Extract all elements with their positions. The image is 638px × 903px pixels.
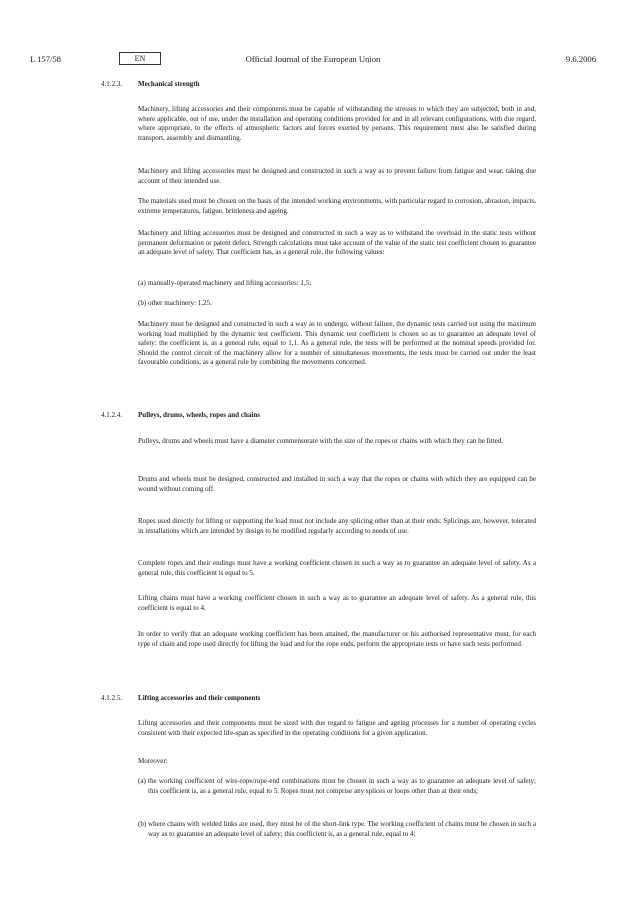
paragraph: The materials used must be chosen on the basis of the intended working environments, with particular regard to corrosion, abrasion, impacts, extreme temperatures, fatigue, brittleness and ageing. — [138, 197, 536, 215]
section-lifting-accessories — [101, 694, 536, 705]
section-title: Lifting accessories and their components — [138, 694, 261, 702]
list-item — [138, 820, 536, 839]
paragraph: Machinery, lifting accessories and their components must be capable of withstanding the stresses to which they are subjected, both in and, where applicable, out of use, under the installation and operating conditions provided for and in all relevant configurations, with due regard, where appropriate, to the effects of atmospheric factors and forces exerted by persons. This requirement must also be satisfied during transport, assembly and dismantling. — [138, 105, 536, 142]
section-title: Pulleys, drums, wheels, ropes and chains — [138, 411, 261, 419]
paragraph: Machinery and lifting accessories must be designed and constructed in such a way as to prevent failure from fatigue and wear, taking due account of their intended use. — [138, 167, 536, 185]
list-label: (a) — [138, 279, 146, 287]
paragraph: Machinery and lifting accessories must be designed and constructed in such a way as to withstand the overload in the static tests without permanent deformation or patent defect. Strength calculations must take account of the value of the static test coefficient chosen to guarantee an adequate level of safety. That coefficient has, as a general rule, the following values: — [138, 229, 536, 257]
paragraph: Moreover: — [138, 757, 168, 765]
section-number: 4.1.2.3. — [101, 80, 123, 88]
page-header — [30, 52, 596, 66]
list-text: where chains with welded links are used, they must be of the short-link type. The working coefficient of chains must be chosen in such a way as to guarantee an adequate level of safety; this coefficient is, as a general rule, equal to 4; — [148, 820, 536, 838]
list-item — [138, 299, 536, 309]
paragraph: Lifting chains must have a working coefficient chosen in such a way as to guarantee an adequate level of safety. As a general rule, this coefficient is equal to 4. — [138, 594, 536, 612]
paragraph: In order to verify that an adequate working coefficient has been attained, the manufacturer or his authorised representative must, for each type of chain and rope used directly for lifting the load and for the rope ends, perform the appropriate tests or have such tests performed. — [138, 630, 536, 648]
section-heading — [101, 80, 536, 91]
journal-title: Official Journal of the European Union — [245, 54, 381, 64]
page-reference: L 157/58 — [30, 54, 61, 64]
section-number: 4.1.2.5. — [101, 694, 123, 702]
list-label: (b) — [138, 299, 147, 307]
paragraph: Ropes used directly for lifting or supporting the load must not include any splicing other than at their ends. Splicings are, however, tolerated in installations which are intended by design to be modified regularly according to needs of use. — [138, 517, 536, 535]
paragraph: Complete ropes and their endings must have a working coefficient chosen in such a way as to guarantee an adequate level of safety. As a general rule, this coefficient is equal to 5. — [138, 559, 536, 577]
publication-date: 9.6.2006 — [565, 54, 596, 64]
section-heading — [101, 411, 536, 422]
list-text: other machinery: 1,25. — [148, 299, 212, 307]
list-label: (b) — [138, 820, 147, 828]
paragraph: Pulleys, drums and wheels must have a diameter commensurate with the size of the ropes or chains with which they can be fitted. — [138, 437, 504, 445]
paragraph: Machinery must be designed and constructed in such a way as to undergo, without failure, the dynamic tests carried out using the maximum working load multiplied by the dynamic test coefficient. This dynamic test coefficient is chosen so as to guarantee an adequate level of safety: the coefficient is, as a general rule, equal to 1,1. As a general rule, the tests will be performed at the nominal speeds provided for. Should the control circuit of the machinery allow for a number of simultaneous movements, the tests must be carried out under the least favourable conditions, as a general rule by combining the movements concerned. — [138, 320, 536, 367]
section-heading — [101, 694, 536, 705]
list-label: (a) — [138, 777, 146, 785]
section-number: 4.1.2.4. — [101, 411, 123, 419]
paragraph: Lifting accessories and their components must be sized with due regard to fatigue and ageing processes for a number of operating cycles consistent with their expected life-span as specified in the operating conditions for a given application. — [138, 719, 536, 737]
list-item — [138, 279, 536, 289]
section-title: Mechanical strength — [138, 80, 200, 88]
list-text: the working coefficient of wire-rope/rope-end combinations must be chosen in such a way as to guarantee an adequate level of safety; this coefficient is, as a general rule, equal to 5. Ropes must not comprise any splices or loops other than at their ends; — [148, 777, 536, 795]
section-pulleys-drums — [101, 411, 536, 422]
list-text: manually-operated machinery and lifting accessories: 1,5; — [148, 279, 312, 287]
language-badge: EN — [119, 52, 161, 65]
section-mechanical-strength — [101, 80, 536, 91]
paragraph: Drums and wheels must be designed, constructed and installed in such a way that the ropes or chains with which they are equipped can be wound without coming off. — [138, 475, 536, 493]
list-item — [138, 777, 536, 796]
